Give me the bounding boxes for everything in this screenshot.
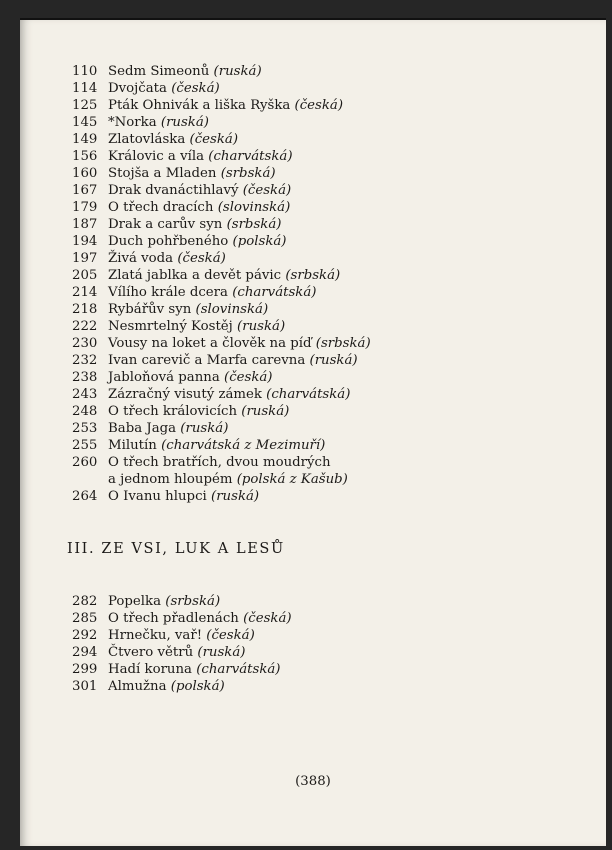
story-origin: (srbská): [285, 268, 341, 283]
story-origin: (ruská): [211, 489, 260, 504]
story-title: Almužna (polská): [108, 679, 225, 694]
page-number: 260: [72, 455, 98, 470]
story-title: *Norka (ruská): [108, 115, 209, 130]
page-number: 243: [72, 387, 98, 402]
story-title: Drak dvanáctihlavý (česká): [108, 183, 292, 198]
page-number: 179: [72, 200, 98, 215]
story-title: O třech královicích (ruská): [108, 404, 290, 419]
story-title: Sedm Simeonů (ruská): [108, 64, 262, 79]
page-number: 248: [72, 404, 98, 419]
page-number: 222: [72, 319, 98, 334]
page-number: 294: [72, 645, 98, 660]
story-title: Čtvero větrů (ruská): [108, 645, 246, 660]
page-number: 205: [72, 268, 98, 283]
story-origin: (srbská): [226, 217, 282, 232]
story-title: Královic a víla (charvátská): [108, 149, 293, 164]
story-origin: (ruská): [160, 115, 209, 130]
story-title: Popelka (srbská): [108, 594, 221, 609]
story-title: Vousy na loket a člověk na píď (srbská): [108, 336, 371, 351]
story-title: Hadí koruna (charvátská): [108, 662, 281, 677]
story-origin: (srbská): [220, 166, 276, 181]
story-origin: (charvátská): [208, 149, 293, 164]
story-origin: (česká): [206, 628, 255, 643]
story-origin: (charvátská): [232, 285, 317, 300]
story-origin: (česká): [189, 132, 239, 147]
story-title: Zázračný visutý zámek (charvátská): [108, 387, 351, 402]
story-origin: (srbská): [315, 336, 371, 351]
story-origin: (česká): [294, 98, 344, 113]
page-number: 110: [72, 64, 98, 79]
story-origin: (česká): [224, 370, 273, 385]
page-number: 145: [72, 115, 98, 130]
story-title: Vílího krále dcera (charvátská): [108, 285, 317, 300]
page-number: 285: [72, 611, 98, 626]
page-folio: (388): [295, 774, 331, 789]
story-title: O Ivanu hlupci (ruská): [108, 489, 260, 504]
page-number: 214: [72, 285, 98, 300]
story-title: Ivan carevič a Marfa carevna (ruská): [108, 353, 358, 368]
story-title: Hrnečku, vař! (česká): [108, 628, 255, 643]
story-origin: (slovinská): [217, 200, 291, 215]
story-title: a jednom hloupém (polská z Kašub): [108, 472, 348, 487]
page-number: 238: [72, 370, 98, 385]
page-number: 125: [72, 98, 98, 113]
story-origin: (česká): [177, 251, 226, 266]
story-origin: (charvátská): [196, 662, 281, 677]
story-title: Baba Jaga (ruská): [108, 421, 229, 436]
story-origin: (polská): [170, 679, 225, 694]
page-number: 253: [72, 421, 98, 436]
story-title: O třech bratřích, dvou moudrých: [108, 455, 331, 470]
story-title: Drak a carův syn (srbská): [108, 217, 282, 232]
story-title: Milutín (charvátská z Mezimuří): [108, 438, 326, 453]
story-title: Zlatá jablka a devět pávic (srbská): [108, 268, 341, 283]
page-number: 255: [72, 438, 98, 453]
story-origin: (ruská): [213, 64, 262, 79]
story-title: Nesmrtelný Kostěj (ruská): [108, 319, 286, 334]
page-number: 292: [72, 628, 98, 643]
story-origin: (česká): [243, 611, 292, 626]
book-page: [20, 18, 606, 846]
story-origin: (polská z Kašub): [236, 472, 348, 487]
story-origin: (srbská): [165, 594, 221, 609]
story-title: Stojša a Mladen (srbská): [108, 166, 276, 181]
story-title: Jabloňová panna (česká): [108, 370, 273, 385]
page-number: 282: [72, 594, 98, 609]
page-number: 230: [72, 336, 98, 351]
story-origin: (česká): [171, 81, 220, 96]
story-title: O třech přadlenách (česká): [108, 611, 292, 626]
story-title: O třech dracích (slovinská): [108, 200, 291, 215]
story-title: Duch pohřbeného (polská): [108, 234, 287, 249]
page-number: 156: [72, 149, 98, 164]
page-number: 264: [72, 489, 98, 504]
page-number: 167: [72, 183, 98, 198]
page-number: 218: [72, 302, 98, 317]
page-number: 197: [72, 251, 98, 266]
story-origin: (ruská): [241, 404, 290, 419]
story-origin: (ruská): [237, 319, 286, 334]
story-title: Pták Ohnivák a liška Ryška (česká): [108, 98, 344, 113]
story-origin: (polská): [232, 234, 287, 249]
story-origin: (ruská): [309, 353, 358, 368]
page-number: 149: [72, 132, 98, 147]
story-origin: (slovinská): [195, 302, 269, 317]
page-number: 299: [72, 662, 98, 677]
story-title: Rybářův syn (slovinská): [108, 302, 269, 317]
story-title: Dvojčata (česká): [108, 81, 220, 96]
story-origin: (charvátská z Mezimuří): [161, 438, 326, 453]
page-number: 232: [72, 353, 98, 368]
page-number: 160: [72, 166, 98, 181]
story-title: Živá voda (česká): [108, 251, 226, 266]
page-number: 194: [72, 234, 98, 249]
story-origin: (charvátská): [266, 387, 351, 402]
story-title: Zlatovláska (česká): [108, 132, 239, 147]
page-number: 187: [72, 217, 98, 232]
story-origin: (česká): [242, 183, 292, 198]
story-origin: (ruská): [197, 645, 246, 660]
section-heading: III. ZE VSI, LUK A LESŮ: [67, 541, 285, 557]
page-number: 114: [72, 81, 98, 96]
page-number: 301: [72, 679, 98, 694]
story-origin: (ruská): [180, 421, 229, 436]
